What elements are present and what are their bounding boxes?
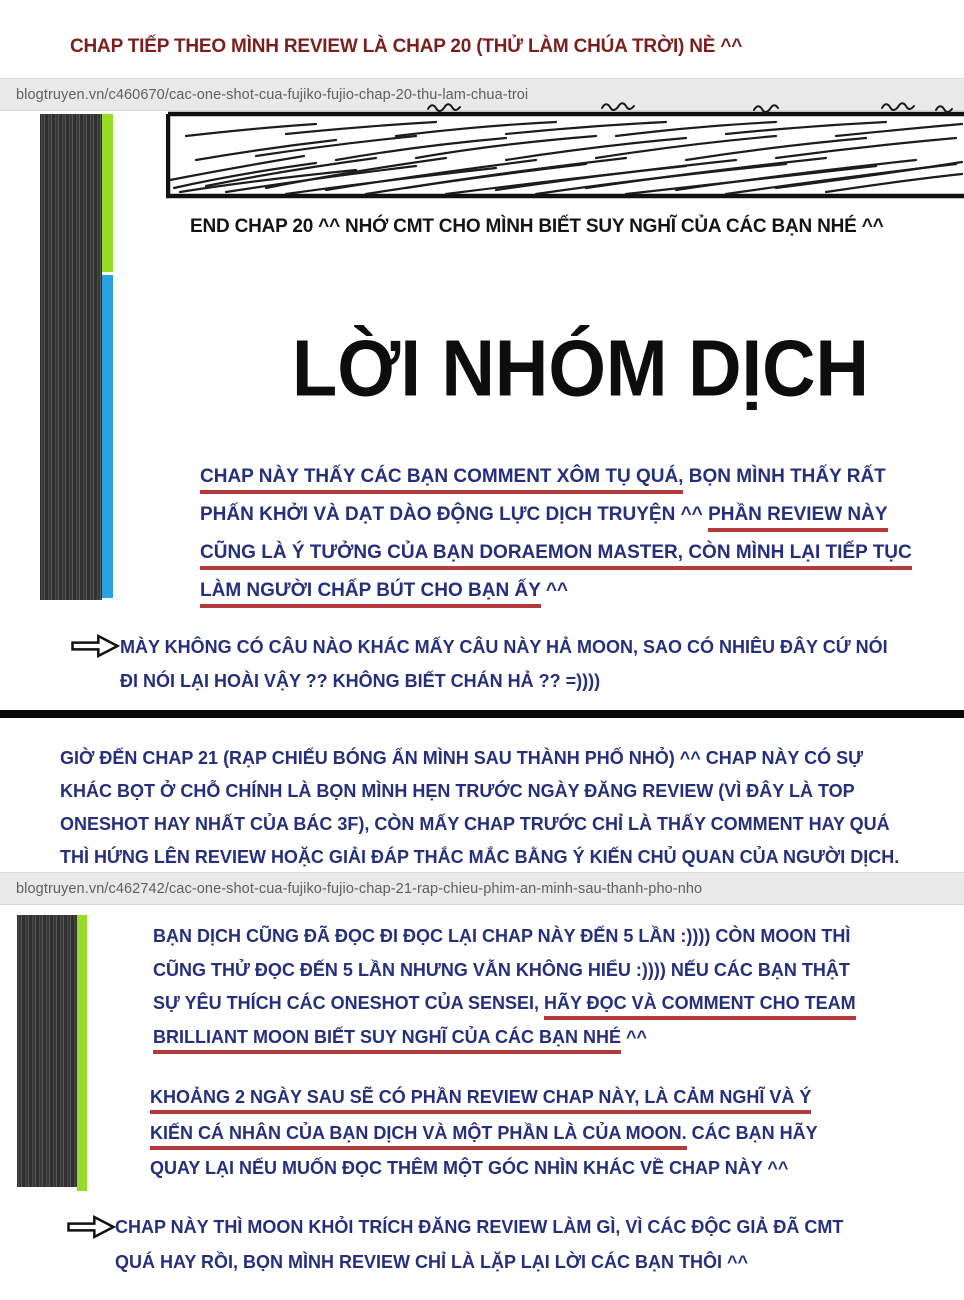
arrow-right-icon	[66, 1213, 116, 1241]
text-segment: QUAY LẠI NẾU MUỐN ĐỌC THÊM MỘT GÓC NHÌN KHÁC VỀ CHAP NÀY ^^	[150, 1158, 789, 1178]
text-segment: CŨNG THỬ ĐỌC ĐẾN 5 LẦN NHƯNG VẪN KHÔNG HIỂU :)))) NẾU CÁC BẠN THẬT	[153, 959, 850, 980]
text-line	[200, 572, 912, 610]
text-line: CHAP NÀY THÌ MOON KHỎI TRÍCH ĐĂNG REVIEW LÀM GÌ, VÌ CÁC ĐỘC GIẢ ĐÃ CMT	[115, 1217, 844, 1237]
underlined-text: CHAP NÀY THẤY CÁC BẠN COMMENT XÔM TỤ QUÁ,	[200, 466, 683, 494]
text-line: ONESHOT HAY NHẤT CỦA BÁC 3F), CÒN MẤY CHAP TRƯỚC CHỈ LÀ THẤY COMMENT HAY QUÁ	[60, 814, 890, 834]
url-text-chap20: blogtruyen.vn/c460670/cac-one-shot-cua-fujiko-fujio-chap-20-thu-lam-chua-troi	[16, 86, 529, 103]
group-title: LỜI NHÓM DỊCH	[292, 323, 869, 413]
moon-review-aside	[115, 1210, 843, 1280]
text-segment: CÁC BẠN HÃY	[686, 1122, 818, 1143]
underlined-text: LÀM NGƯỜI CHẤP BÚT CHO BẠN ẤY	[200, 580, 541, 608]
text-segment: BỌN MÌNH THẤY RẤT	[683, 466, 886, 487]
text-line	[150, 1080, 818, 1116]
text-line: ĐI NÓI LẠI HOÀI VẬY ?? KHÔNG BIẾT CHÁN HẢ ?? =))))	[120, 671, 601, 691]
spine-stripe-green-bottom	[77, 915, 87, 1191]
text-segment: BẠN DỊCH CŨNG ĐÃ ĐỌC ĐI ĐỌC LẠI CHAP NÀY ĐẾN 5 LẦN :)))) CÒN MOON THÌ	[153, 926, 851, 946]
text-segment: ^^	[540, 580, 569, 601]
spine-stripe-blue-top	[102, 275, 113, 598]
moon-comment-aside	[120, 630, 888, 698]
manga-panel-artwork	[166, 100, 964, 200]
underlined-text: HÃY ĐỌC VÀ COMMENT CHO TEAM	[544, 993, 856, 1020]
text-line: QUÁ HAY RỒI, BỌN MÌNH REVIEW CHỈ LÀ LẶP LẠI LỜI CÁC BẠN THÔI ^^	[115, 1252, 749, 1272]
text-line: KHÁC BỌT Ở CHỖ CHÍNH LÀ BỌN MÌNH HẸN TRƯỚC NGÀY ĐĂNG REVIEW (VÌ ĐÂY LÀ TOP	[60, 781, 855, 801]
underlined-text: CŨNG LÀ Ý TƯỞNG CỦA BẠN DORAEMON MASTER, CÒN MÌNH LẠI TIẾP TỤC	[200, 542, 912, 570]
text-line	[153, 1021, 856, 1055]
url-bar-chap21[interactable]	[0, 872, 964, 905]
review21-paragraph	[150, 1080, 818, 1187]
url-text-chap21: blogtruyen.vn/c462742/cac-one-shot-cua-fujiko-fujio-chap-21-rap-chieu-phim-an-minh-sau-thanh-pho-nho	[16, 880, 703, 897]
text-line	[153, 954, 856, 988]
arrow-right-icon	[70, 632, 120, 660]
underlined-text: PHẦN REVIEW NÀY	[708, 504, 887, 532]
section-divider	[0, 710, 964, 718]
underlined-text: KIẾN CÁ NHÂN CỦA BẠN DỊCH VÀ MỘT PHẦN LÀ CỦA MOON.	[150, 1123, 687, 1150]
text-segment: ^^	[621, 1026, 648, 1047]
underlined-text: BRILLIANT MOON BIẾT SUY NGHĨ CỦA CÁC BẠN NHÉ	[153, 1027, 621, 1054]
book-spine-bottom	[17, 915, 77, 1187]
text-line: GIỜ ĐẾN CHAP 21 (RẠP CHIẾU BÓNG ẨN MÌNH SAU THÀNH PHỐ NHỎ) ^^ CHAP NÀY CÓ SỰ	[60, 748, 864, 768]
text-segment: SỰ YÊU THÍCH CÁC ONESHOT CỦA SENSEI,	[153, 993, 544, 1013]
text-line	[150, 1116, 818, 1152]
note20-paragraph	[200, 458, 912, 610]
text-line	[153, 920, 856, 954]
chap21-intro-paragraph	[60, 742, 899, 874]
note21-paragraph	[153, 920, 856, 1054]
underlined-text: KHOẢNG 2 NGÀY SAU SẼ CÓ PHẦN REVIEW CHAP NÀY, LÀ CẢM NGHĨ VÀ Ý	[150, 1087, 811, 1114]
end-chap20-note: END CHAP 20 ^^ NHỚ CMT CHO MÌNH BIẾT SUY NGHĨ CỦA CÁC BẠN NHÉ ^^	[190, 216, 884, 237]
text-segment: PHẤN KHỞI VÀ DẠT DÀO ĐỘNG LỰC DỊCH TRUYỆN ^^	[200, 504, 709, 525]
text-line	[153, 987, 856, 1021]
text-line: THÌ HỨNG LÊN REVIEW HOẶC GIẢI ĐÁP THẮC MẮC BẰNG Ý KIẾN CHỦ QUAN CỦA NGƯỜI DỊCH.	[60, 847, 900, 867]
text-line: MÀY KHÔNG CÓ CÂU NÀO KHÁC MẤY CÂU NÀY HẢ MOON, SAO CÓ NHIÊU ĐÂY CỨ NÓI	[120, 637, 888, 657]
spine-stripe-green-top	[102, 114, 113, 272]
next-review-note: CHAP TIẾP THEO MÌNH REVIEW LÀ CHAP 20 (THỬ LÀM CHÚA TRỜI) NÈ ^^	[70, 36, 743, 57]
text-line	[200, 534, 912, 572]
text-line	[150, 1151, 818, 1187]
book-spine-top	[40, 114, 102, 600]
text-line	[200, 458, 912, 496]
text-line	[200, 496, 912, 534]
